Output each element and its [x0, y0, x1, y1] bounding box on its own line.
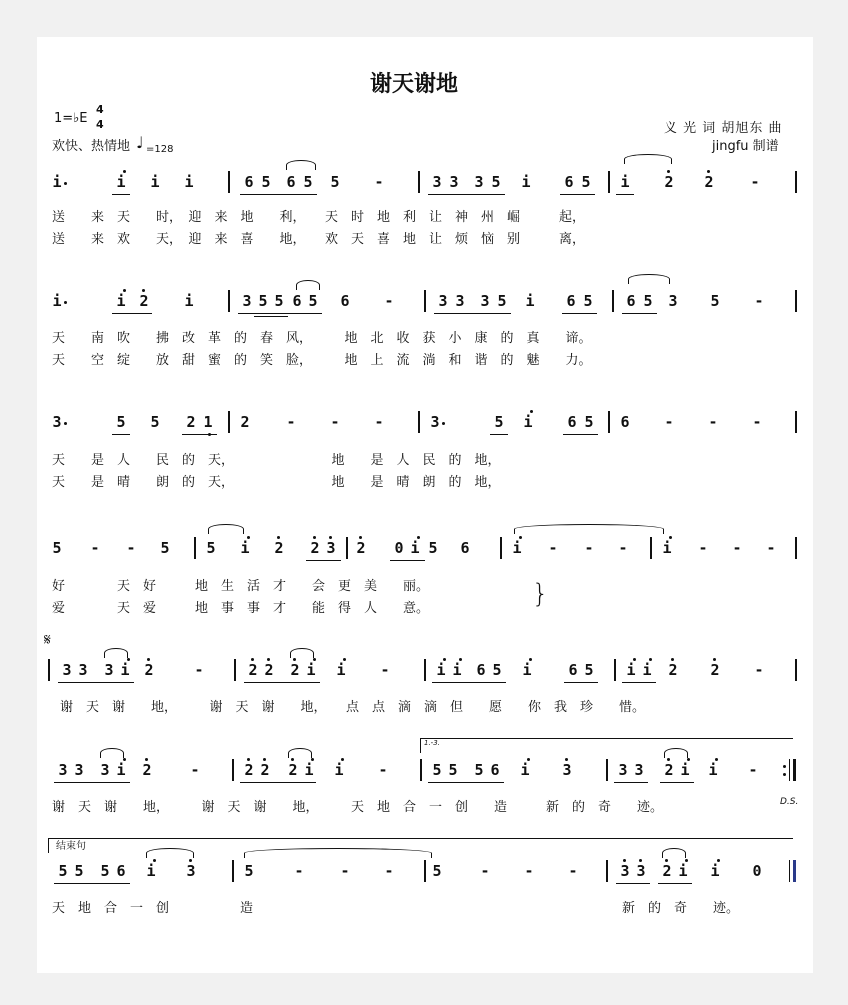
lyrics-line-7: 天 地 合 一 创 造 新 的 奇 迹。	[52, 901, 740, 916]
notation-line-1: i i i i 6 5 6 5 5 - 3 3 3 5 i 6 5 i 2 2 -	[0, 173, 848, 193]
lyrics-line-6: 谢 天 谢 地， 谢 天 谢 地， 天 地 合 一 创 造 新 的 奇 迹。	[52, 800, 664, 815]
volta-bracket-1	[420, 738, 793, 753]
lyrics-line-1a: 送 来 天 时， 迎 来 地 利， 天 时 地 利 让 神 州 崛 起，	[52, 210, 586, 225]
song-title: 谢天谢地	[370, 71, 459, 97]
notation-line-6: 3 3 3 i 2 - 2 2 2 i i - 5 5 5 6 i 3 3 3 2 i i -	[0, 761, 848, 781]
composer-credit: 义 光 词 胡旭东 曲	[664, 121, 783, 136]
verse-brace: }	[532, 579, 549, 609]
quarter-note-icon: ♩	[136, 133, 144, 152]
lyrics-line-2a: 天 南 吹 拂 改 革 的 春 风， 地 北 收 获 小 康 的 真 谛。	[52, 331, 592, 346]
lyrics-line-3a: 天 是 人 民 的 天， 地 是 人 民 的 地，	[52, 453, 501, 468]
notation-line-7: 5 5 5 6 i 3 5 - - - 5 - - - 3 3 2 i i 0	[0, 862, 848, 882]
lyrics-line-3b: 天 是 晴 朗 的 天， 地 是 晴 朗 的 地，	[52, 475, 501, 490]
tempo-bpm: =128	[146, 144, 174, 155]
notation-line-5: 3 3 3 i 2 - 2 2 2 i i - i i 6 5 i 6 5 i i 2 2 -	[0, 661, 848, 681]
ds-marking: D.S.	[780, 797, 799, 807]
key-signature: 1=♭E	[54, 111, 88, 126]
time-signature-top: 4	[96, 103, 104, 116]
lyrics-line-1b: 送 来 欢 天， 迎 来 喜 地， 欢 天 喜 地 让 烦 恼 别 离，	[52, 232, 586, 247]
notation-line-3: 3 5 5 2 1 2 - - - 3 5 i 6 5 6 - - -	[0, 413, 848, 433]
notation-line-2: i i 2 i 3 5 5 6 5 6 - 3 3 3 5 i 6 5 6 5 3 5 -	[0, 292, 848, 312]
lyrics-line-4b: 爱 天 爱 地 事 事 才 能 得 人 意。	[52, 601, 430, 616]
lyrics-line-4a: 好 天 好 地 生 活 才 会 更 美 丽。	[52, 579, 430, 594]
lyrics-line-2b: 天 空 绽 放 甜 蜜 的 笑 脸， 地 上 流 淌 和 谐 的 魅 力。	[52, 353, 592, 368]
volta-label: 1.-3.	[424, 739, 440, 747]
arranger-credit: jingfu 制谱	[712, 139, 779, 154]
tempo-marking: 欢快、热情地	[52, 139, 131, 154]
notation-line-4: 5 - - 5 5 i 2 2 3 2 0 i 5 6 i - - - i - - -	[0, 539, 848, 559]
segno-icon: 𝄋	[44, 630, 51, 649]
ending-label: 结束句	[56, 841, 86, 852]
lyrics-line-5: 谢 天 谢 地， 谢 天 谢 地， 点 点 滴 滴 但 愿 你 我 珍 惜。	[60, 700, 646, 715]
time-signature-bottom: 4	[96, 118, 104, 131]
